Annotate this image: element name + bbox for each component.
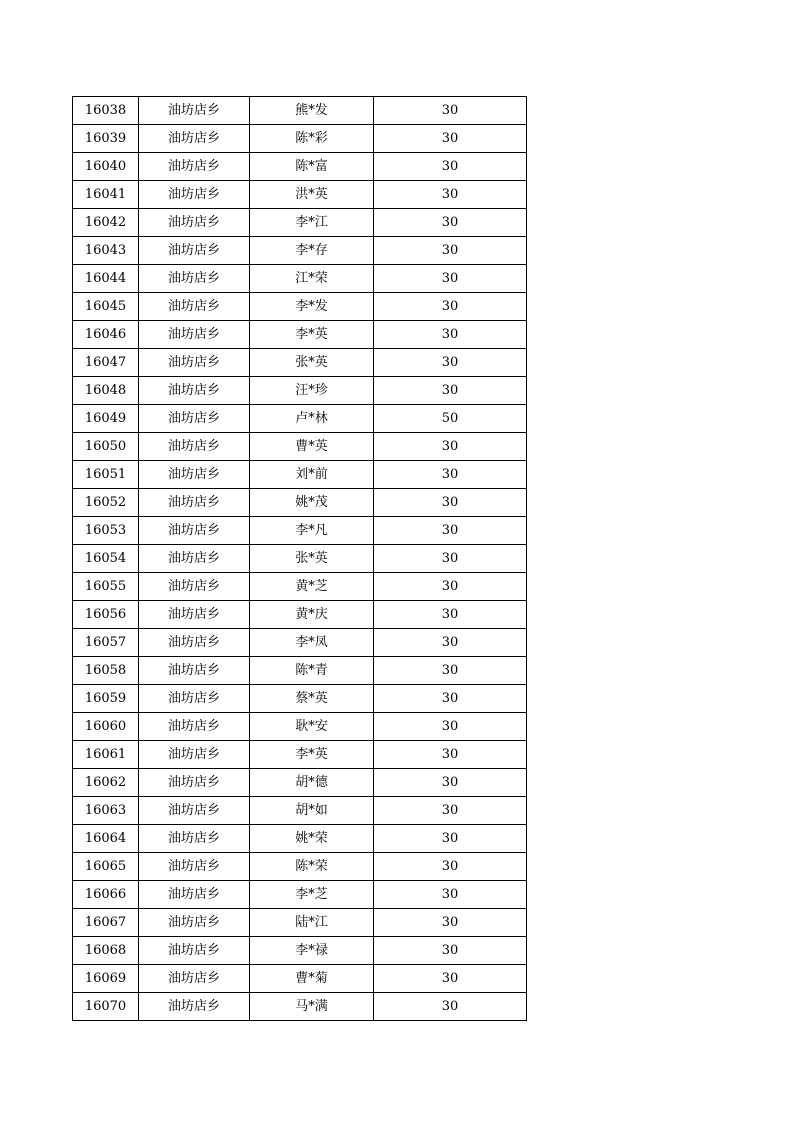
row-id-cell: 16057 [73,629,139,657]
name-cell: 李*禄 [250,937,374,965]
name-cell: 曹*菊 [250,965,374,993]
table-row [73,993,527,1021]
table-row [73,153,527,181]
town-cell: 油坊店乡 [139,517,250,545]
row-id-cell: 16049 [73,405,139,433]
amount-cell: 30 [374,545,527,573]
name-cell: 曹*英 [250,433,374,461]
amount-cell: 30 [374,181,527,209]
amount-cell: 30 [374,293,527,321]
name-cell: 姚*茂 [250,489,374,517]
name-cell: 黄*芝 [250,573,374,601]
town-cell: 油坊店乡 [139,573,250,601]
town-cell: 油坊店乡 [139,237,250,265]
name-cell: 李*江 [250,209,374,237]
name-cell: 刘*前 [250,461,374,489]
town-cell: 油坊店乡 [139,349,250,377]
amount-cell: 30 [374,993,527,1021]
name-cell: 陈*富 [250,153,374,181]
table-row [73,657,527,685]
table-row [73,125,527,153]
row-id-cell: 16047 [73,349,139,377]
name-cell: 张*英 [250,349,374,377]
town-cell: 油坊店乡 [139,405,250,433]
row-id-cell: 16065 [73,853,139,881]
town-cell: 油坊店乡 [139,825,250,853]
town-cell: 油坊店乡 [139,937,250,965]
table-row [73,433,527,461]
table-row [73,461,527,489]
town-cell: 油坊店乡 [139,601,250,629]
row-id-cell: 16055 [73,573,139,601]
name-cell: 陆*江 [250,909,374,937]
town-cell: 油坊店乡 [139,965,250,993]
town-cell: 油坊店乡 [139,153,250,181]
row-id-cell: 16062 [73,769,139,797]
row-id-cell: 16039 [73,125,139,153]
name-cell: 陈*彩 [250,125,374,153]
amount-cell: 30 [374,713,527,741]
row-id-cell: 16060 [73,713,139,741]
name-cell: 陈*青 [250,657,374,685]
town-cell: 油坊店乡 [139,265,250,293]
row-id-cell: 16056 [73,601,139,629]
table-row [73,881,527,909]
amount-cell: 50 [374,405,527,433]
town-cell: 油坊店乡 [139,181,250,209]
table-row [73,181,527,209]
amount-cell: 30 [374,965,527,993]
amount-cell: 30 [374,237,527,265]
row-id-cell: 16066 [73,881,139,909]
table-row [73,573,527,601]
amount-cell: 30 [374,377,527,405]
amount-cell: 30 [374,853,527,881]
name-cell: 李*英 [250,741,374,769]
town-cell: 油坊店乡 [139,461,250,489]
name-cell: 姚*荣 [250,825,374,853]
town-cell: 油坊店乡 [139,685,250,713]
table-row [73,377,527,405]
name-cell: 陈*荣 [250,853,374,881]
row-id-cell: 16069 [73,965,139,993]
town-cell: 油坊店乡 [139,377,250,405]
row-id-cell: 16067 [73,909,139,937]
town-cell: 油坊店乡 [139,713,250,741]
amount-cell: 30 [374,601,527,629]
table-row [73,209,527,237]
row-id-cell: 16050 [73,433,139,461]
name-cell: 李*英 [250,321,374,349]
row-id-cell: 16053 [73,517,139,545]
table-row [73,601,527,629]
town-cell: 油坊店乡 [139,657,250,685]
name-cell: 李*发 [250,293,374,321]
table-row [73,685,527,713]
town-cell: 油坊店乡 [139,993,250,1021]
table-row [73,713,527,741]
row-id-cell: 16063 [73,797,139,825]
data-table [72,96,527,1021]
row-id-cell: 16044 [73,265,139,293]
amount-cell: 30 [374,881,527,909]
amount-cell: 30 [374,825,527,853]
table-row [73,825,527,853]
amount-cell: 30 [374,629,527,657]
amount-cell: 30 [374,573,527,601]
table-row [73,853,527,881]
name-cell: 耿*安 [250,713,374,741]
town-cell: 油坊店乡 [139,489,250,517]
row-id-cell: 16040 [73,153,139,181]
amount-cell: 30 [374,741,527,769]
amount-cell: 30 [374,209,527,237]
name-cell: 汪*珍 [250,377,374,405]
amount-cell: 30 [374,433,527,461]
amount-cell: 30 [374,321,527,349]
table-row [73,349,527,377]
name-cell: 熊*发 [250,97,374,125]
table-row [73,797,527,825]
name-cell: 江*荣 [250,265,374,293]
table-row [73,629,527,657]
name-cell: 马*满 [250,993,374,1021]
town-cell: 油坊店乡 [139,321,250,349]
name-cell: 卢*林 [250,405,374,433]
table-row [73,937,527,965]
table-row [73,741,527,769]
name-cell: 黄*庆 [250,601,374,629]
row-id-cell: 16051 [73,461,139,489]
table-row [73,293,527,321]
name-cell: 李*芝 [250,881,374,909]
amount-cell: 30 [374,769,527,797]
town-cell: 油坊店乡 [139,545,250,573]
name-cell: 蔡*英 [250,685,374,713]
row-id-cell: 16058 [73,657,139,685]
amount-cell: 30 [374,797,527,825]
name-cell: 李*凤 [250,629,374,657]
name-cell: 胡*德 [250,769,374,797]
row-id-cell: 16061 [73,741,139,769]
row-id-cell: 16054 [73,545,139,573]
table-row [73,517,527,545]
table-row [73,909,527,937]
amount-cell: 30 [374,517,527,545]
town-cell: 油坊店乡 [139,853,250,881]
amount-cell: 30 [374,153,527,181]
row-id-cell: 16064 [73,825,139,853]
name-cell: 胡*如 [250,797,374,825]
table-row [73,405,527,433]
row-id-cell: 16041 [73,181,139,209]
row-id-cell: 16045 [73,293,139,321]
row-id-cell: 16070 [73,993,139,1021]
table-row [73,265,527,293]
row-id-cell: 16046 [73,321,139,349]
table-row [73,237,527,265]
amount-cell: 30 [374,685,527,713]
town-cell: 油坊店乡 [139,769,250,797]
table-body [73,97,527,1021]
town-cell: 油坊店乡 [139,629,250,657]
town-cell: 油坊店乡 [139,433,250,461]
row-id-cell: 16068 [73,937,139,965]
name-cell: 张*英 [250,545,374,573]
town-cell: 油坊店乡 [139,797,250,825]
town-cell: 油坊店乡 [139,209,250,237]
amount-cell: 30 [374,461,527,489]
row-id-cell: 16048 [73,377,139,405]
town-cell: 油坊店乡 [139,125,250,153]
amount-cell: 30 [374,97,527,125]
row-id-cell: 16038 [73,97,139,125]
amount-cell: 30 [374,657,527,685]
table-row [73,769,527,797]
row-id-cell: 16042 [73,209,139,237]
amount-cell: 30 [374,937,527,965]
table-row [73,97,527,125]
table-row [73,489,527,517]
row-id-cell: 16059 [73,685,139,713]
name-cell: 李*存 [250,237,374,265]
amount-cell: 30 [374,349,527,377]
amount-cell: 30 [374,125,527,153]
amount-cell: 30 [374,265,527,293]
row-id-cell: 16043 [73,237,139,265]
name-cell: 李*凡 [250,517,374,545]
town-cell: 油坊店乡 [139,881,250,909]
town-cell: 油坊店乡 [139,741,250,769]
table-row [73,965,527,993]
name-cell: 洪*英 [250,181,374,209]
amount-cell: 30 [374,909,527,937]
town-cell: 油坊店乡 [139,293,250,321]
town-cell: 油坊店乡 [139,97,250,125]
table-row [73,545,527,573]
row-id-cell: 16052 [73,489,139,517]
town-cell: 油坊店乡 [139,909,250,937]
table-row [73,321,527,349]
amount-cell: 30 [374,489,527,517]
